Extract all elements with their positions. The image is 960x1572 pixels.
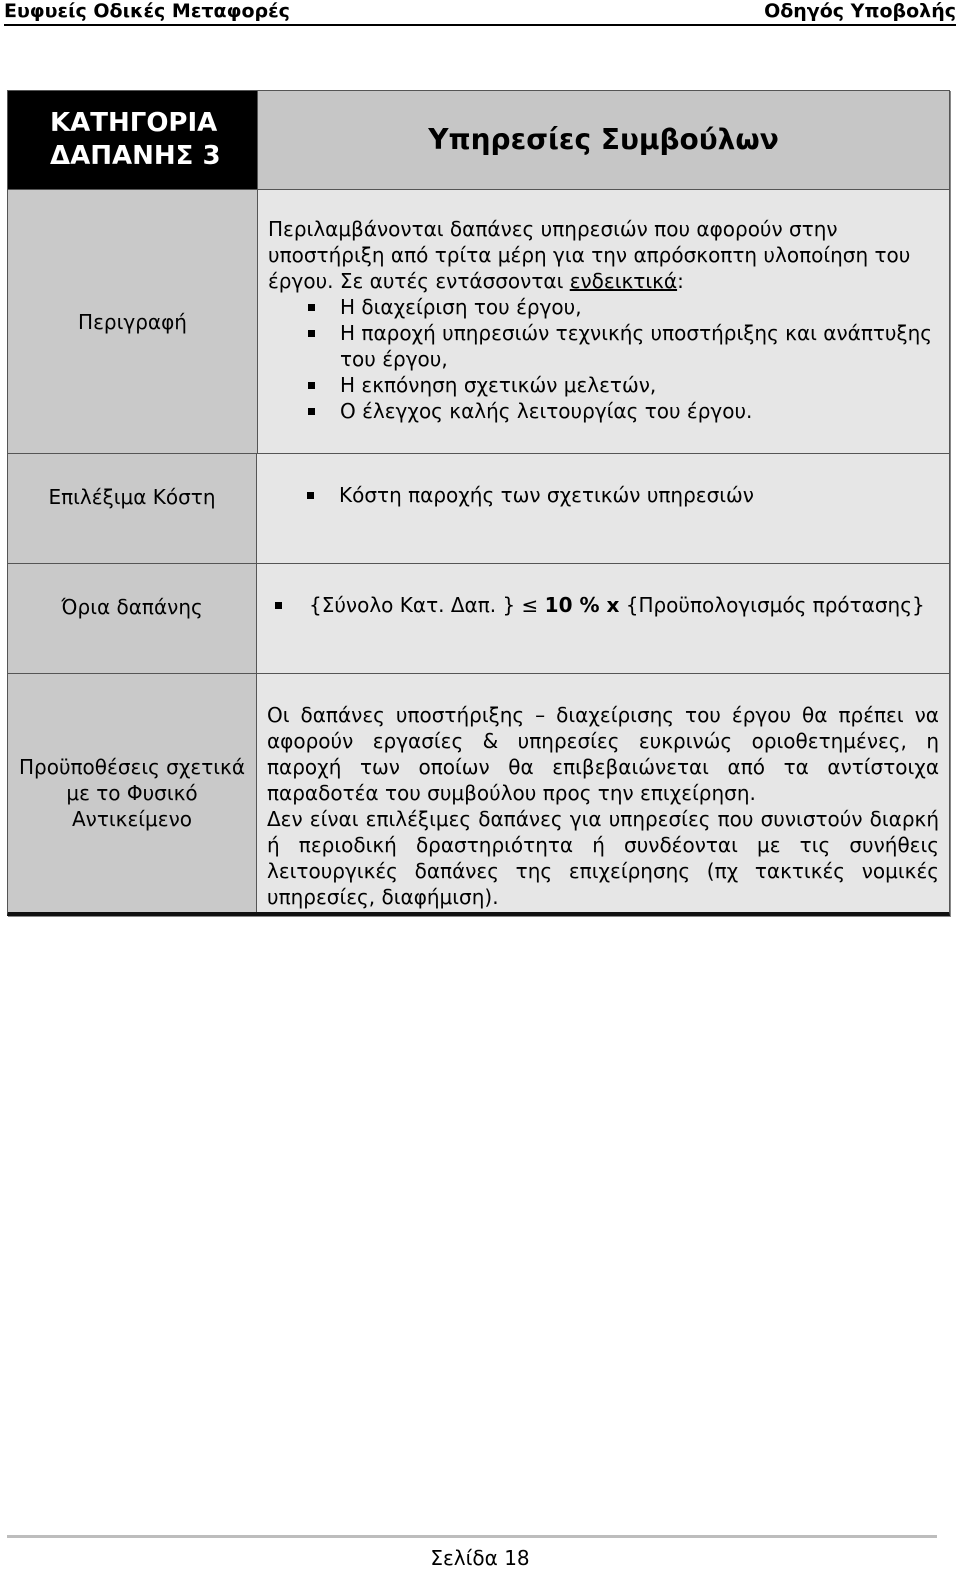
square-bullet-icon <box>308 408 315 415</box>
square-bullet-icon <box>307 492 314 499</box>
page-number: Σελίδα 18 <box>430 1546 530 1570</box>
category-label-line2: ΔΑΠΑΝΗΣ 3 <box>50 141 221 171</box>
preconditions-content <box>257 674 949 912</box>
list-item: Ο έλεγχος καλής λειτουργίας του έργου. <box>268 398 939 424</box>
table-header-row <box>8 91 949 189</box>
header-title-right: Οδηγός Υποβολής <box>764 0 956 22</box>
list-item: Η διαχείριση του έργου, <box>268 294 939 320</box>
eligible-costs-row <box>8 453 949 563</box>
expense-category-table <box>7 90 950 916</box>
description-bullets <box>268 294 939 424</box>
preconditions-paragraph-2: Δεν είναι επιλέξιμες δαπάνες για υπηρεσίες που συνιστούν διαρκή ή περιοδική δραστηριότητα ή συνδέονται με τις συνήθεις λειτουργικές δαπάνες της επιχείρησης (πχ τακτικές νομικές υπηρεσίες, διαφήμιση). <box>267 807 939 909</box>
square-bullet-icon <box>275 602 282 609</box>
category-label-line1: ΚΑΤΗΓΟΡΙΑ <box>50 108 218 138</box>
square-bullet-icon <box>308 304 315 311</box>
preconditions-label: Προϋποθέσεις σχετικά με το Φυσικό Αντικείμενο <box>8 674 257 912</box>
footer-divider <box>7 1535 937 1538</box>
page-header <box>4 0 956 26</box>
preconditions-row <box>8 673 949 912</box>
eligible-costs-label: Επιλέξιμα Κόστη <box>8 454 257 563</box>
square-bullet-icon <box>308 330 315 337</box>
list-item: Η παροχή υπηρεσιών τεχνικής υποστήριξης και ανάπτυξης του έργου, <box>268 320 939 372</box>
square-bullet-icon <box>308 382 315 389</box>
underlined-word: ενδεικτικά <box>569 269 678 293</box>
description-label: Περιγραφή <box>8 190 258 453</box>
list-item: Κόστη παροχής των σχετικών υπηρεσιών <box>267 482 939 508</box>
list-item: Η εκπόνηση σχετικών μελετών, <box>268 372 939 398</box>
eligible-costs-content <box>257 454 949 563</box>
less-equal-symbol: ≤ <box>521 593 539 617</box>
category-label-cell <box>8 91 258 189</box>
header-title-left: Ευφυείς Οδικές Μεταφορές <box>4 0 290 22</box>
expense-limits-row <box>8 563 949 673</box>
description-row <box>8 189 949 453</box>
description-intro: Περιλαμβάνονται δαπάνες υπηρεσιών που αφορούν στην υποστήριξη από τρίτα μέρη για την απρόσκοπτη υλοποίηση του έργου. Σε αυτές εντάσσονται ενδεικτικά: <box>268 217 911 293</box>
description-content <box>258 190 949 453</box>
expense-limits-content: {Σύνολο Κατ. Δαπ. } ≤ 10 % x {Προϋπολογισμός πρότασης} <box>257 564 949 673</box>
preconditions-paragraph-1: Οι δαπάνες υποστήριξης – διαχείρισης του έργου θα πρέπει να αφορούν εργασίες & υπηρεσίες ευκρινώς οριοθετημένες, η παροχή των οποίων θα επιβεβαιώνεται από τα αντίστοιχα παραδοτέα του συμβούλου προς την επιχείρηση. <box>267 703 939 805</box>
limit-percentage: 10 % x <box>544 593 620 617</box>
category-title: Υπηρεσίες Συμβούλων <box>258 91 949 189</box>
expense-limits-label: Όρια δαπάνης <box>8 564 257 673</box>
